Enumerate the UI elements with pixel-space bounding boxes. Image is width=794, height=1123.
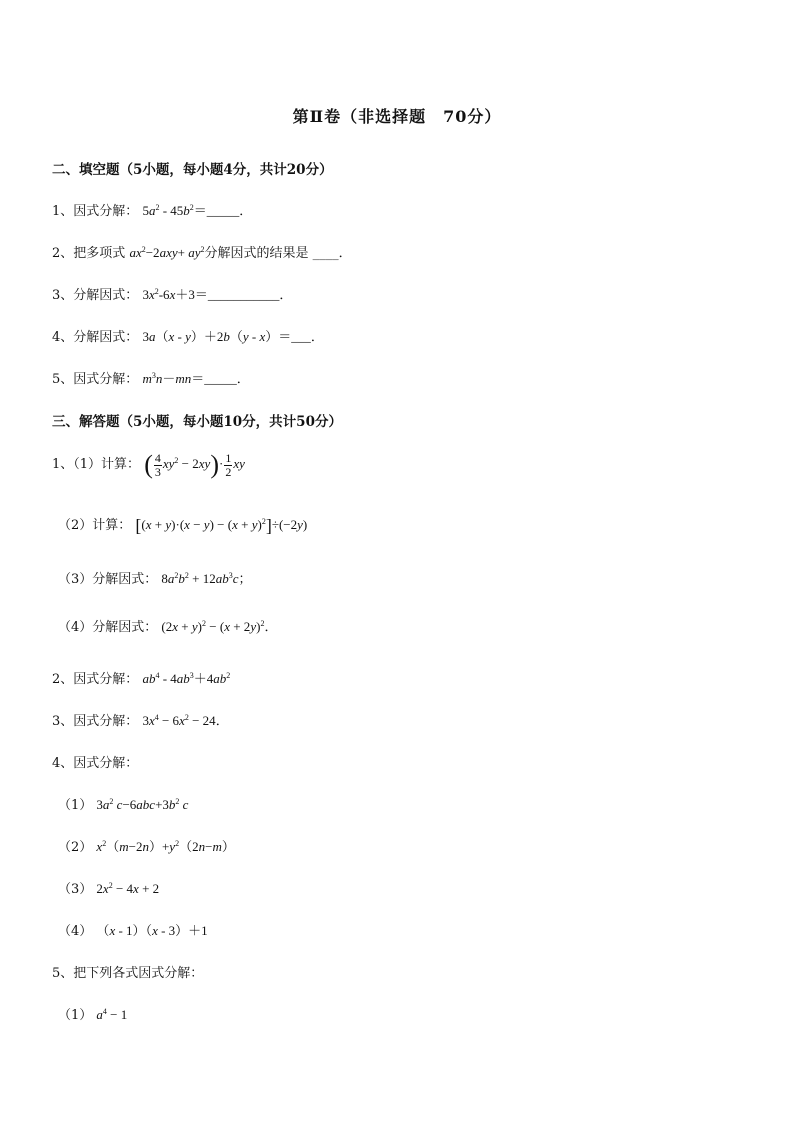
solve-question-1-part-2: （2）计算： $[(x + y)\cdot(x - y) - (x + y)^2]\div(-2y)$ xyxy=(58,515,308,536)
fill-question-4: 4、分解因式： 3a（x - y）＋2b（y - x）＝___． xyxy=(52,329,324,345)
solve-question-4-part-2: （2） $x^2(m-2n)+y^2(2n-m)$ xyxy=(58,839,235,855)
fill-question-5: 5、因式分解： $m^3n-mn=\_\_\_\_\_$． xyxy=(52,371,250,387)
section-heading-fill-in: 二、填空题（5小题，每小题4分，共计20分） xyxy=(52,162,333,178)
fill-question-3: 3、分解因式： $3x^2-6x+3=\_\_\_\_\_\_\_\_\_\_\_$． xyxy=(52,287,293,303)
solve-question-1-part-3: （3）分解因式： $8a^2b^2 + 12ab^3c$； xyxy=(58,571,252,587)
solve-question-4: 4、因式分解： xyxy=(52,756,139,771)
section-heading-solve: 三、解答题（5小题，每小题10分，共计50分） xyxy=(52,414,342,430)
math-expression: $8a^2b^2 + 12ab^3c$ xyxy=(161,571,239,586)
answer-blank: ____ xyxy=(312,246,339,261)
math-expression: $(2x + y)^2 - (x + 2y)^2$ xyxy=(161,619,265,634)
fill-question-1: 1、因式分解： $5a^2$ - $45b^2=\_\_\_\_\_$． xyxy=(52,203,253,219)
math-expression: $m^3n-mn=\_\_\_\_\_$ xyxy=(142,371,237,386)
math-expression: $3x^2-6x+3=\_\_\_\_\_\_\_\_\_\_\_$ xyxy=(142,287,280,302)
solve-question-2: 2、因式分解： $ab^4 - 4ab^3+4ab^2$ xyxy=(52,671,231,687)
solve-question-5-part-1: （1） $a^4 - 1$ xyxy=(58,1007,128,1023)
math-expression: $2x^2 - 4x + 2$ xyxy=(96,881,160,896)
solve-question-1-part-4: （4）分解因式： $(2x + y)^2 - (x + 2y)^2$． xyxy=(58,619,278,635)
math-expression: ( $\frac{4}{3}$ $xy^2 - 2xy)\cdot$ $\frac{1}{2}$ xy xyxy=(144,450,245,479)
solve-question-4-part-4: （4） （x - 1）（x - 3）＋1 xyxy=(58,923,208,939)
math-expression: 3a（x - y）＋2b（y - x）＝___ xyxy=(142,329,311,344)
math-expression: $ab^4 - 4ab^3+4ab^2$ xyxy=(142,671,231,686)
math-expression: $ax^2-2axy+ ay^2$ xyxy=(129,245,205,260)
math-expression: $x^2(m-2n)+y^2(2n-m)$ xyxy=(96,839,235,854)
math-expression: $3x^4 - 6x^2 - 24$ xyxy=(142,713,216,728)
math-expression: $[(x + y)\cdot(x - y) - (x + y)^2]\div(-2y)$ xyxy=(135,515,308,536)
math-expression: $5a^2$ - $45b^2=\_\_\_\_\_$ xyxy=(142,203,240,218)
solve-question-4-part-1: （1） $3a^2$ $c-6abc+3b^2$ c xyxy=(58,797,189,813)
math-expression: $3a^2$ $c-6abc+3b^2$ c xyxy=(96,797,189,812)
solve-question-1-part-1: 1、（1）计算： ( $\frac{4}{3}$ $xy^2 - 2xy)\cdot$ $\frac{1}{2}$ xy xyxy=(52,450,245,479)
math-expression: （x - 1）（x - 3）＋1 xyxy=(96,923,208,938)
paper-part-title: 第Ⅱ卷（非选择题 70分） xyxy=(292,107,502,126)
solve-question-5: 5、把下列各式因式分解： xyxy=(52,966,204,981)
math-expression: $a^4 - 1$ xyxy=(96,1007,128,1022)
solve-question-3: 3、因式分解： $3x^4 - 6x^2 - 24$． xyxy=(52,713,229,729)
solve-question-4-part-3: （3） $2x^2 - 4x + 2$ xyxy=(58,881,160,897)
fill-question-2: 2、把多项式 $ax^2-2axy+ ay^2$分解因式的结果是 ____． xyxy=(52,245,352,261)
